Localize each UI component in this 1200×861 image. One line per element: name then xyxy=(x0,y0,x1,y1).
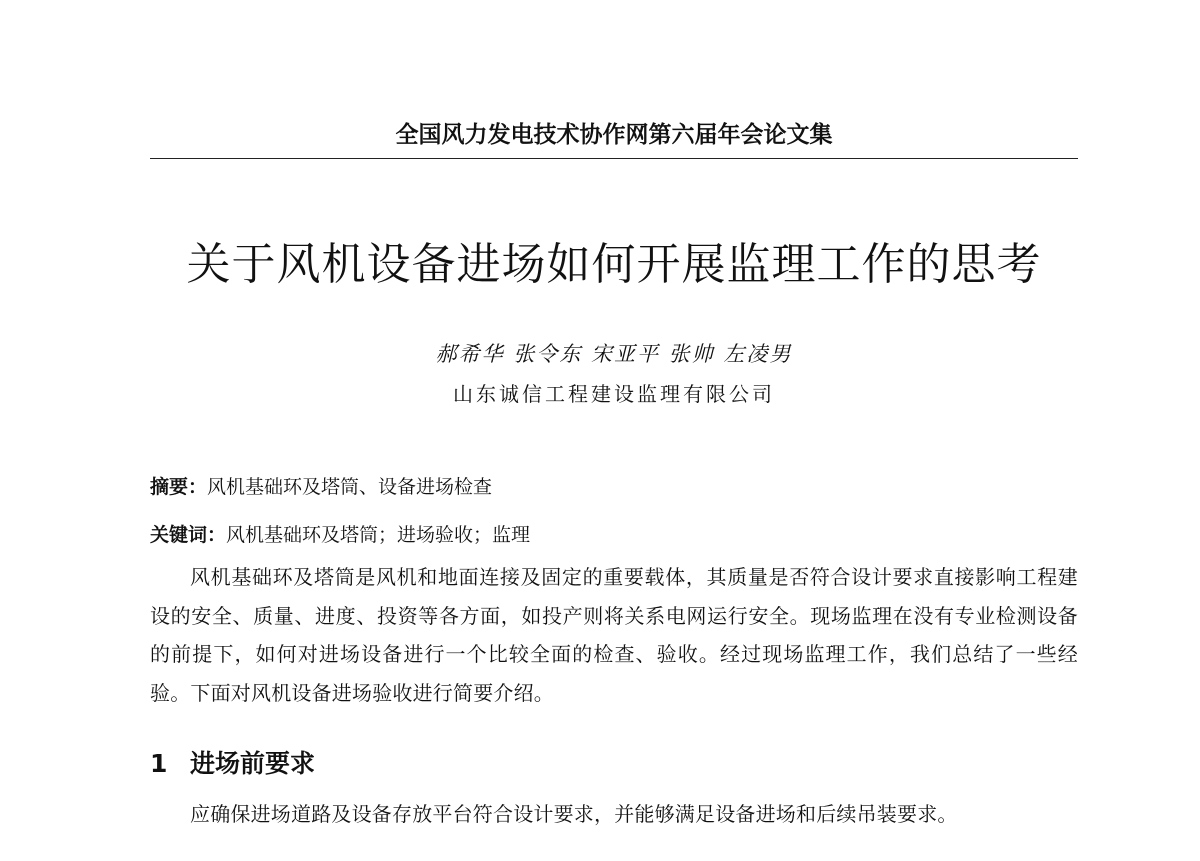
running-header: 全国风力发电技术协作网第六届年会论文集 xyxy=(395,122,833,148)
intro-paragraph: 风机基础环及塔筒是风机和地面连接及固定的重要载体，其质量是否符合设计要求直接影响工程建设的安全、质量、进度、投资等各方面，如投产则将关系电网运行安全。现场监理在没有专业检测设备的前提下，如何对进场设备进行一个比较全面的检查、验收。经过现场监理工作，我们总结了一些经验。下面对风机设备进场验收进行简要介绍。 xyxy=(150,565,1078,705)
section-title: 进场前要求 xyxy=(190,749,316,778)
keywords xyxy=(150,520,530,547)
keywords-label: 关键词： xyxy=(150,524,227,546)
section-number: 1 xyxy=(150,749,168,778)
abstract xyxy=(150,472,492,499)
section-heading xyxy=(150,744,315,780)
section-paragraph: 应确保进场道路及设备存放平台符合设计要求，并能够满足设备进场和后续吊装要求。 xyxy=(190,802,958,826)
abstract-label: 摘要： xyxy=(150,476,208,498)
abstract-text: 风机基础环及塔筒、设备进场检查 xyxy=(207,476,493,498)
keywords-text: 风机基础环及塔筒；进场验收；监理 xyxy=(226,524,531,546)
paper-title: 关于风机设备进场如何开展监理工作的思考 xyxy=(186,239,1042,290)
affiliation: 山东诚信工程建设监理有限公司 xyxy=(453,382,775,406)
header-rule xyxy=(150,158,1078,159)
author-list: 郝希华 张令东 宋亚平 张帅 左凌男 xyxy=(435,342,793,366)
